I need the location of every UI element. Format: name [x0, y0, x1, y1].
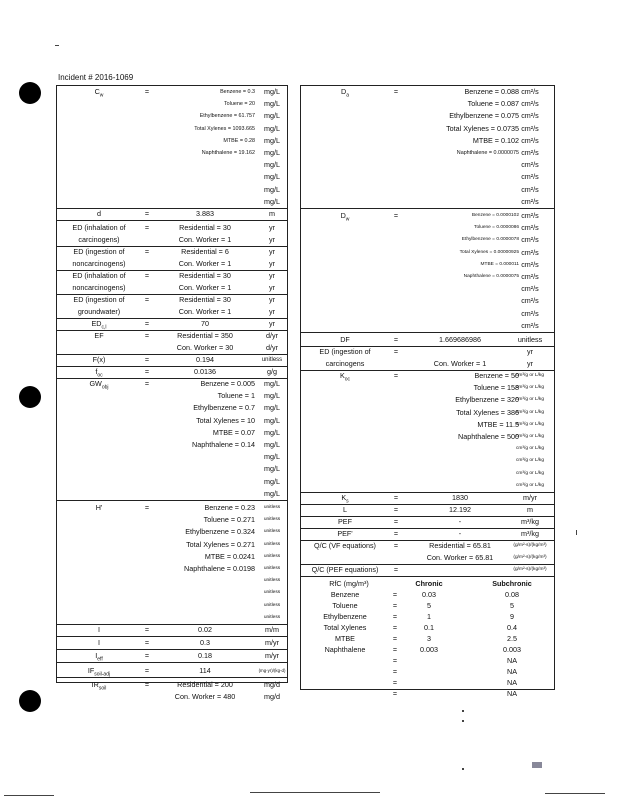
cw-unit: mg/L — [264, 148, 280, 157]
koc-unit: cm³/g or L/kg — [516, 458, 544, 464]
l-label: L — [343, 505, 347, 514]
rfc-chronic: 0.1 — [424, 623, 434, 632]
dw-unit: cm²/s — [521, 272, 539, 281]
rfc-chemical: Toluene — [332, 601, 358, 610]
qc-vf-con-worker: Con. Worker = 65.81 — [426, 553, 494, 562]
rfc-chronic: 5 — [427, 601, 431, 610]
dw-unit: cm²/s — [521, 308, 539, 318]
ed-residential: Residential = 6 — [181, 247, 229, 256]
dw-unit: cm²/s — [521, 223, 539, 233]
qc-pef-row — [301, 564, 554, 577]
cw-value: Ethylbenzene = 61.757 — [199, 113, 255, 120]
ed-unit: yr — [269, 223, 275, 232]
koc-value: Total Xylenes = 386 — [456, 407, 519, 417]
d-row — [57, 208, 287, 221]
ef-row — [57, 330, 287, 355]
ifsoil-value: 114 — [199, 666, 211, 675]
dw-label: $D_w$ — [340, 211, 350, 223]
gw-unit: mg/L — [264, 379, 280, 388]
scan-speck — [462, 768, 464, 770]
pef1-equals: = — [393, 517, 399, 526]
i1-equals: = — [144, 625, 150, 634]
rfc-subchronic: 0.08 — [505, 590, 519, 599]
irsoil-label: $IR_{soil}$ — [91, 680, 107, 692]
pef2-equals: = — [393, 529, 399, 538]
rfc-chemical: MTBE — [335, 634, 355, 643]
ed-label-line1: ED (inhalation of — [72, 223, 126, 232]
koc-unit: cm³/g or L/kg — [516, 482, 544, 488]
rfc-equals: = — [392, 590, 398, 599]
ed-row — [57, 294, 287, 319]
h-value: MTBE = 0.0241 — [204, 551, 255, 561]
fx-equals: = — [144, 355, 150, 364]
gw-value: Total Xylenes = 10 — [196, 415, 255, 425]
gw-unit: mg/L — [264, 476, 280, 486]
cw-unit: mg/L — [264, 123, 280, 133]
ed-row — [57, 222, 287, 247]
koc-unit: cm³/g or L/kg — [516, 434, 544, 439]
h-unit: unitless — [263, 578, 281, 584]
ed-equals: = — [144, 271, 150, 280]
gw-label: $GW_{obj}$ — [89, 379, 109, 391]
qc-pef-unit: (g/m²-s)/(kg/m³) — [513, 567, 547, 572]
ed-carc-equals: = — [393, 347, 399, 356]
fx-unit: unitless — [261, 357, 283, 363]
rfc-subchronic: 0.4 — [507, 623, 517, 632]
cw-value: Naphthalene = 19.162 — [201, 150, 255, 156]
dw-value: Total Xylenes = 0.00000925 — [459, 249, 519, 255]
incident-number: Incident # 2016-1069 — [58, 73, 134, 82]
rfc-equals: = — [392, 612, 398, 621]
gw-unit: mg/L — [264, 464, 280, 474]
qc-vf-unit: (g/m²-s)/(kg/m³) — [513, 555, 547, 560]
da-value: Toluene = 0.087 — [467, 99, 519, 109]
qc-vf-residential: Residential = 65.81 — [429, 541, 491, 550]
i2-value: 0.3 — [200, 638, 210, 647]
dw-unit: cm²/s — [521, 259, 539, 269]
pef1-unit: m³/kg — [521, 517, 539, 526]
gw-value: Toluene = 1 — [217, 391, 255, 401]
cw-unit: mg/L — [264, 172, 280, 182]
dw-unit: cm²/s — [521, 284, 539, 294]
ed-unit: yr — [269, 307, 275, 316]
rfc-subchronic: 2.5 — [507, 634, 517, 643]
i2-label: I — [98, 638, 100, 647]
rfc-equals: = — [392, 689, 398, 698]
ed-residential: Residential = 30 — [179, 223, 231, 232]
gw-unit: mg/L — [264, 440, 280, 449]
i2-equals: = — [144, 638, 150, 647]
ed-row — [57, 270, 287, 295]
ed-con-worker: Con. Worker = 1 — [178, 307, 232, 316]
dw-block — [301, 210, 554, 333]
foc-equals: = — [144, 367, 150, 376]
rfc-subchronic: NA — [507, 678, 517, 687]
irsoil-row — [57, 679, 287, 703]
gw-value: Ethylbenzene = 0.7 — [193, 403, 255, 413]
irsoil-equals: = — [144, 680, 150, 689]
cw-value: Total Xylenes = 1093.665 — [194, 125, 255, 132]
foc-unit: g/g — [267, 367, 277, 376]
ef-equals: = — [144, 331, 150, 340]
koc-value: Benzene = 50 — [474, 371, 519, 380]
h-unit: unitless — [263, 517, 281, 523]
l-value: 12.192 — [449, 505, 471, 514]
da-value: MTBE = 0.102 — [472, 135, 519, 145]
dw-value: Benzene = 0.0000102 — [471, 213, 519, 218]
cw-value: Toluene = 20 — [223, 101, 255, 108]
ed-unit: yr — [269, 235, 275, 244]
df-label: DF — [340, 335, 350, 344]
dw-unit: cm²/s — [521, 211, 539, 220]
dw-unit: cm²/s — [521, 320, 539, 330]
i2-unit: m/yr — [265, 638, 279, 647]
df-unit: unitless — [517, 335, 543, 344]
koc-unit: cm³/g or L/kg — [516, 373, 544, 378]
irsoil-residential: Residential = 200 — [177, 680, 233, 689]
rfc-chronic: 3 — [427, 634, 431, 643]
gw-value: MTBE = 0.07 — [212, 427, 255, 437]
rfc-equals: = — [392, 667, 398, 676]
rfc-equals: = — [392, 656, 398, 665]
ks-equals: = — [393, 493, 399, 502]
h-unit: unitless — [263, 590, 281, 596]
h-unit: unitless — [263, 602, 281, 608]
koc-value: Toluene = 158 — [473, 383, 519, 393]
h-unit: unitless — [263, 614, 281, 620]
rfc-chronic: 0.03 — [422, 590, 436, 599]
ed-residential: Residential = 30 — [179, 295, 231, 304]
rfc-subchronic: NA — [507, 689, 517, 698]
pef2-value: - — [458, 529, 462, 538]
rfc-chronic: 1 — [427, 612, 431, 621]
h-value: Toluene = 0.271 — [203, 515, 255, 525]
da-unit: cm²/s — [521, 196, 539, 206]
irsoil-unit: mg/d — [264, 680, 280, 689]
koc-value: Ethylbenzene = 320 — [455, 395, 519, 405]
h-unit: unitless — [263, 566, 281, 571]
edcl-unit: yr — [269, 319, 275, 328]
rfc-subchronic-header: Subchronic — [492, 579, 532, 588]
ed-row — [57, 246, 287, 271]
ed-label-line2: noncarcinogens) — [72, 283, 126, 292]
right-parameter-panel — [300, 85, 555, 698]
scan-speck — [55, 45, 59, 46]
ed-carc-unit: yr — [527, 347, 533, 356]
cw-label: $C_w$ — [94, 87, 104, 99]
gw-unit: mg/L — [264, 452, 280, 462]
foc-label: $f_{oc}$ — [95, 367, 103, 379]
koc-unit: cm³/g or L/kg — [516, 421, 544, 427]
dw-unit: cm²/s — [521, 247, 539, 257]
h-label: H' — [95, 503, 103, 512]
d-unit: m — [269, 209, 275, 218]
rfc-subchronic: 9 — [510, 612, 514, 621]
fx-value: 0.194 — [196, 355, 214, 364]
pef1-value: - — [458, 517, 462, 526]
ed-label-line2: carcinogens) — [78, 235, 120, 244]
scan-speck — [462, 720, 464, 722]
rfc-equals: = — [392, 645, 398, 654]
i1-row — [57, 624, 287, 637]
da-unit: cm²/s — [521, 135, 539, 145]
i1-value: 0.02 — [198, 625, 212, 634]
ed-label-line1: ED (ingestion of — [73, 247, 125, 256]
da-label: $D_a$ — [341, 87, 349, 99]
gw-unit: mg/L — [264, 391, 280, 401]
gw-unit: mg/L — [264, 427, 280, 437]
ed-unit: yr — [269, 271, 275, 280]
dw-value: Ethylbenzene = 0.0000078 — [461, 237, 519, 243]
ieff-row — [57, 650, 287, 663]
gw-block — [57, 378, 287, 501]
left-parameter-panel — [56, 85, 288, 701]
ifsoil-unit: (mg-yr)/(kg-d) — [258, 668, 286, 673]
qc-vf-label: Q/C (VF equations) — [314, 541, 376, 550]
gw-equals: = — [144, 379, 150, 388]
ed-equals: = — [144, 295, 150, 304]
h-value: Ethylbenzene = 0.324 — [185, 527, 255, 537]
cw-unit: mg/L — [264, 87, 280, 96]
dw-unit: cm²/s — [521, 296, 539, 306]
rfc-label: RfC (mg/m³) — [329, 579, 369, 588]
cw-unit: mg/L — [264, 135, 280, 145]
cw-unit: mg/L — [264, 111, 280, 121]
koc-unit: cm³/g or L/kg — [516, 397, 544, 403]
df-value: 1.669686986 — [439, 335, 481, 344]
irsoil-unit: mg/d — [264, 692, 280, 701]
scan-speck — [250, 792, 380, 793]
koc-equals: = — [393, 371, 399, 380]
d-equals: = — [144, 209, 150, 218]
ef-residential: Residential = 350 — [177, 331, 233, 340]
da-unit: cm²/s — [521, 172, 539, 182]
rfc-chronic-header: Chronic — [415, 579, 443, 588]
koc-unit: cm³/g or L/kg — [516, 446, 544, 452]
pef1-label: PEF — [338, 517, 352, 526]
da-unit: cm²/s — [521, 160, 539, 170]
da-equals: = — [393, 87, 399, 96]
h-unit: unitless — [263, 505, 281, 510]
ef-label: EF — [94, 331, 104, 340]
rfc-chemical: Benzene — [330, 590, 360, 599]
gw-value: Naphthalene = 0.14 — [192, 440, 255, 449]
punch-hole-middle — [19, 386, 41, 408]
gw-unit: mg/L — [264, 488, 280, 498]
dw-equals: = — [393, 211, 399, 220]
dw-value: Toluene = 0.0000086 — [474, 225, 519, 231]
ed-carc-label-line1: ED (ingestion of — [319, 347, 371, 356]
scan-speck — [4, 795, 54, 796]
koc-value: MTBE = 11.5 — [477, 419, 519, 429]
ed-equals: = — [144, 223, 150, 232]
rfc-subchronic: 0.003 — [503, 645, 521, 654]
h-value: Naphthalene = 0.0198 — [184, 564, 255, 573]
ed-con-worker: Con. Worker = 1 — [178, 259, 232, 268]
da-unit: cm²/s — [521, 87, 539, 96]
cw-value: Benzene = 0.3 — [220, 89, 255, 95]
ed-label-line2: groundwater) — [77, 307, 121, 316]
ieff-label: $I_{eff}$ — [95, 651, 103, 663]
da-value: Benzene = 0.088 — [464, 87, 519, 96]
koc-label: $K_{oc}$ — [339, 371, 351, 383]
rfc-equals: = — [392, 634, 398, 643]
edcl-value: 70 — [201, 319, 209, 328]
h-unit: unitless — [263, 553, 281, 559]
ed-equals: = — [144, 247, 150, 256]
ed-carc-con-worker: Con. Worker = 1 — [433, 359, 487, 368]
l-equals: = — [393, 505, 399, 514]
gw-value: Benzene = 0.005 — [200, 379, 255, 388]
rfc-chronic: 0.003 — [420, 645, 438, 654]
ef-con-worker: Con. Worker = 30 — [176, 343, 234, 352]
i1-unit: m/m — [265, 625, 279, 634]
l-unit: m — [527, 505, 533, 514]
ks-unit: m/yr — [523, 493, 537, 502]
dw-value: Naphthalene = 0.0000075 — [463, 274, 519, 279]
ed-label-line1: ED (inhalation of — [72, 271, 126, 280]
irsoil-con-worker: Con. Worker = 480 — [174, 692, 236, 701]
koc-unit: cm³/g or L/kg — [516, 470, 544, 476]
rfc-subchronic: NA — [507, 656, 517, 665]
edcl-equals: = — [144, 319, 150, 328]
da-unit: cm²/s — [521, 99, 539, 109]
rfc-subchronic: 5 — [510, 601, 514, 610]
ks-value: 1830 — [452, 493, 468, 502]
ieff-value: 0.18 — [198, 651, 212, 660]
qc-vf-row — [301, 540, 554, 565]
rfc-equals: = — [392, 623, 398, 632]
rfc-chemical: Ethylbenzene — [323, 612, 367, 621]
rfc-equals: = — [392, 601, 398, 610]
ifsoil-equals: = — [144, 666, 150, 675]
scan-speck — [532, 762, 542, 768]
da-unit: cm²/s — [521, 111, 539, 121]
ifsoil-label: $IF_{soil-adj}$ — [87, 666, 111, 678]
rfc-equals: = — [392, 678, 398, 687]
gw-unit: mg/L — [264, 403, 280, 413]
qc-vf-unit: (g/m²-s)/(kg/m³) — [513, 543, 547, 548]
punch-hole-top — [19, 82, 41, 104]
ed-con-worker: Con. Worker = 1 — [178, 235, 232, 244]
cw-unit: mg/L — [264, 196, 280, 206]
rfc-table — [301, 578, 554, 710]
dw-unit: cm²/s — [521, 235, 539, 245]
ieff-equals: = — [144, 651, 150, 660]
d-value: 3.883 — [196, 209, 214, 218]
scan-speck — [462, 710, 464, 712]
da-unit: cm²/s — [521, 148, 539, 157]
pef2-unit: m³/kg — [521, 529, 539, 538]
pef2-label: PEF' — [337, 529, 353, 538]
da-unit: cm²/s — [521, 123, 539, 133]
scan-speck — [545, 793, 605, 794]
koc-value: Naphthalene = 500 — [458, 432, 519, 441]
h-unit: unitless — [263, 529, 281, 535]
ed-unit: yr — [269, 259, 275, 268]
ed-residential: Residential = 30 — [179, 271, 231, 280]
dw-value: MTBE = 0.000011 — [480, 261, 519, 267]
cw-block — [57, 86, 287, 209]
da-unit: cm²/s — [521, 184, 539, 194]
ed-unit: yr — [269, 295, 275, 304]
ef-unit: d/yr — [266, 343, 278, 352]
ed-label-line1: ED (ingestion of — [73, 295, 125, 304]
koc-unit: cm³/g or L/kg — [516, 409, 544, 415]
scan-speck — [576, 530, 577, 535]
da-value: Ethylbenzene = 0.075 — [449, 111, 519, 121]
foc-value: 0.0136 — [194, 367, 216, 376]
da-value: Naphthalene = 0.0000075 — [456, 150, 519, 156]
punch-hole-bottom — [19, 690, 41, 712]
ed-carcinogens-row — [301, 346, 554, 371]
cw-equals: = — [144, 87, 150, 96]
qc-pef-label: Q/C (PEF equations) — [311, 565, 379, 574]
ks-label: $K_s$ — [341, 493, 349, 505]
cw-unit: mg/L — [264, 184, 280, 194]
h-block — [57, 502, 287, 625]
qc-pef-equals: = — [393, 565, 399, 574]
h-equals: = — [144, 503, 150, 512]
cw-unit: mg/L — [264, 99, 280, 109]
rfc-chemical: Naphthalene — [324, 645, 366, 654]
i1-label: I — [98, 625, 100, 634]
ifsoil-row — [57, 665, 287, 678]
cw-unit: mg/L — [264, 160, 280, 170]
rfc-chemical: Total Xylenes — [323, 623, 367, 632]
i2-row — [57, 637, 287, 650]
da-block — [301, 86, 554, 209]
ed-carc-label-line2: carcinogens — [325, 359, 365, 368]
ieff-unit: m/yr — [265, 651, 279, 660]
gw-unit: mg/L — [264, 415, 280, 425]
df-equals: = — [393, 335, 399, 344]
edcl-label: $ED_{c,l}$ — [91, 319, 107, 331]
koc-block — [301, 370, 554, 493]
ed-carc-unit: yr — [527, 359, 533, 368]
d-label: d — [97, 209, 101, 218]
cw-value: MTBE = 0.28 — [223, 137, 255, 144]
koc-unit: cm³/g or L/kg — [516, 385, 544, 391]
h-unit: unitless — [263, 541, 281, 547]
qc-vf-equals: = — [393, 541, 399, 550]
rfc-subchronic: NA — [507, 667, 517, 676]
ed-unit: yr — [269, 247, 275, 256]
h-value: Total Xylenes = 0.271 — [186, 539, 255, 549]
ed-unit: yr — [269, 283, 275, 292]
da-value: Total Xylenes = 0.0735 — [446, 123, 519, 133]
ed-label-line2: noncarcinogens) — [72, 259, 126, 268]
ed-con-worker: Con. Worker = 1 — [178, 283, 232, 292]
fx-label: F(x) — [92, 355, 106, 364]
ef-unit: d/yr — [266, 331, 278, 340]
h-value: Benzene = 0.23 — [204, 503, 255, 512]
